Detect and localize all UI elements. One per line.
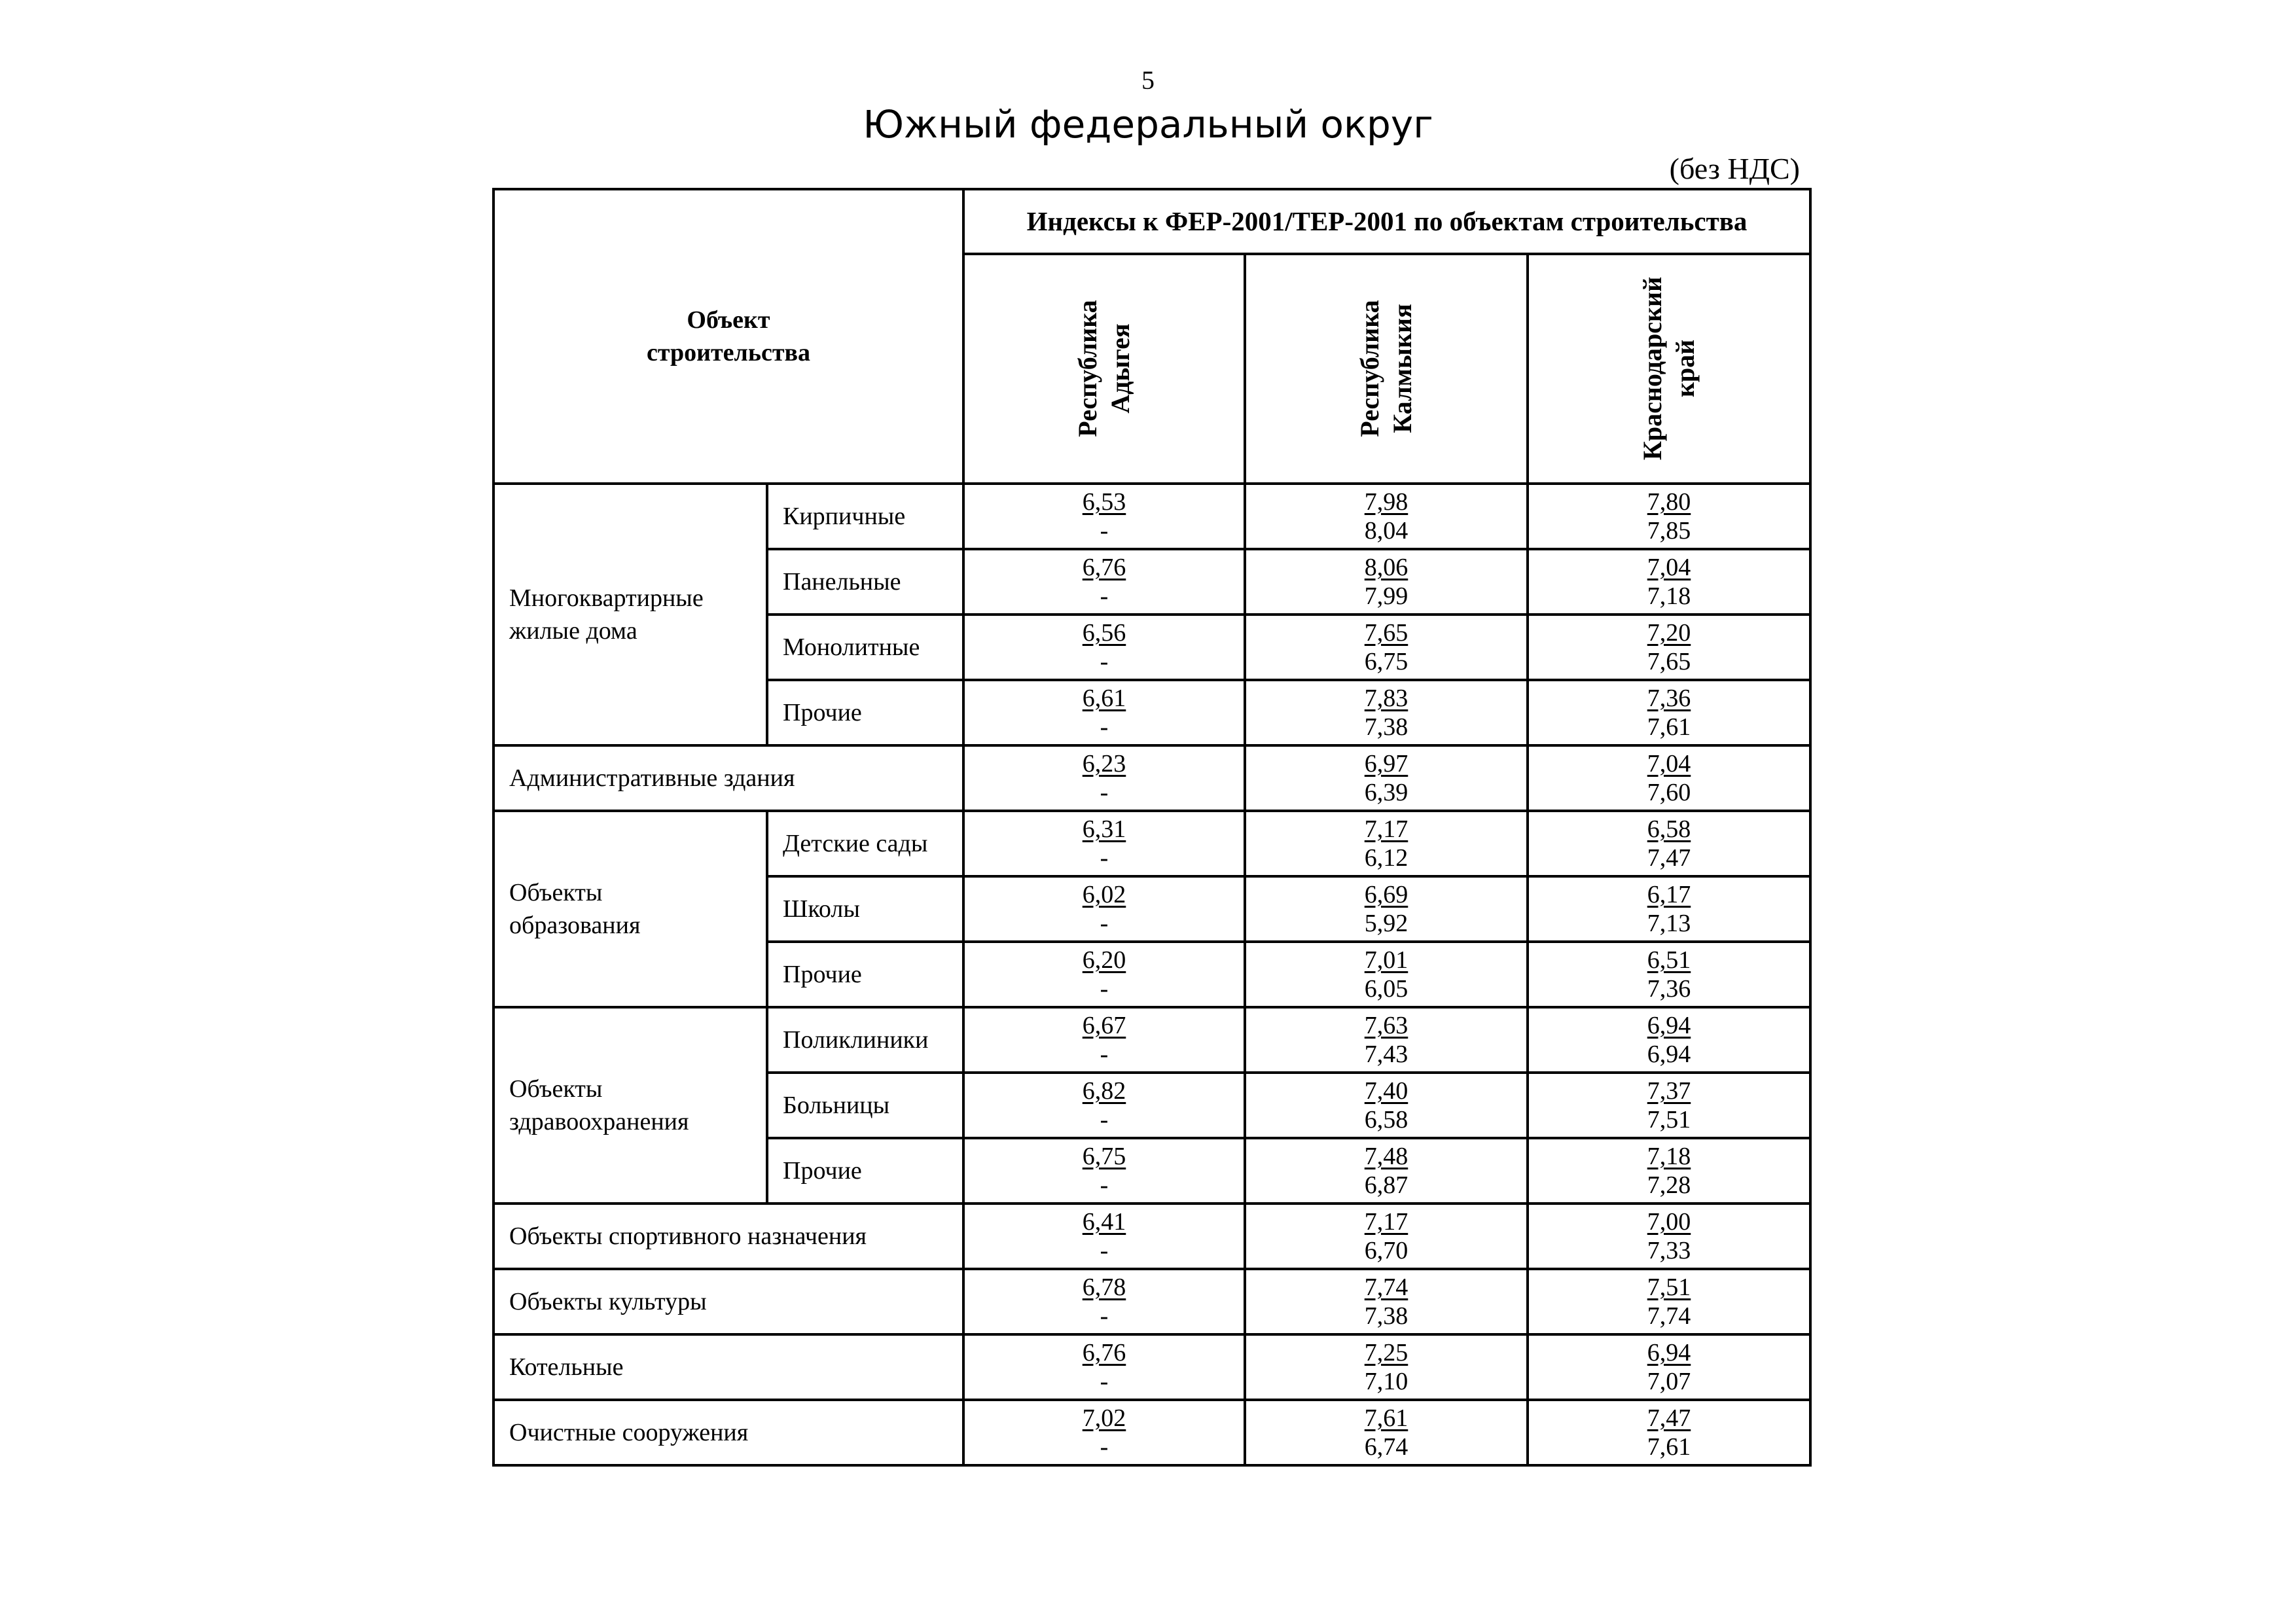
- index-value-cell: [1528, 942, 1810, 1007]
- index-table: [492, 188, 1812, 1467]
- header-region-kalmykia: [1245, 254, 1528, 484]
- index-value-bottom: 5,92: [1364, 910, 1408, 937]
- index-value-cell: [1528, 484, 1810, 549]
- index-value-cell: [1245, 1334, 1528, 1400]
- index-value-bottom: -: [1100, 975, 1109, 1003]
- header-region-krasnodar: [1528, 254, 1810, 484]
- category-cell: [493, 484, 767, 745]
- index-value-cell: [1528, 811, 1810, 876]
- index-value-bottom: 7,74: [1647, 1302, 1691, 1330]
- index-value-bottom: 6,94: [1647, 1041, 1691, 1068]
- index-value-top: 7,47: [1647, 1404, 1691, 1432]
- region-line1: Республика: [1355, 300, 1384, 438]
- index-value-cell: [1245, 1400, 1528, 1465]
- index-value-bottom: 7,60: [1647, 779, 1691, 806]
- vat-note: (без НДС): [1669, 152, 1800, 185]
- index-value-cell: [1245, 811, 1528, 876]
- category-line1: Очистные сооружения: [509, 1419, 749, 1446]
- index-value-top: 7,65: [1364, 619, 1408, 647]
- index-value-bottom: -: [1100, 1433, 1109, 1461]
- index-value-bottom: 7,38: [1364, 713, 1408, 741]
- index-value-cell: [963, 1007, 1245, 1073]
- index-value-bottom: 6,05: [1364, 975, 1408, 1003]
- subcategory-cell: Детские сады: [767, 811, 963, 876]
- index-value-bottom: 6,39: [1364, 779, 1408, 806]
- table-row: [493, 1007, 1810, 1073]
- category-cell: [493, 1334, 963, 1400]
- index-value-top: 7,04: [1647, 750, 1691, 777]
- category-line1: Котельные: [509, 1353, 624, 1381]
- table-body: [493, 484, 1810, 1465]
- index-value-bottom: 7,43: [1364, 1041, 1408, 1068]
- index-value-bottom: 7,61: [1647, 1433, 1691, 1461]
- index-value-top: 6,02: [1082, 881, 1126, 908]
- index-value-cell: [963, 811, 1245, 876]
- header-index-group: Индексы к ФЕР-2001/ТЕР-2001 по объектам строительства: [963, 189, 1810, 254]
- index-value-bottom: 7,18: [1647, 582, 1691, 610]
- index-value-bottom: 7,13: [1647, 910, 1691, 937]
- index-value-top: 7,83: [1364, 685, 1408, 712]
- index-value-cell: [1245, 1007, 1528, 1073]
- index-value-top: 6,23: [1082, 750, 1126, 777]
- category-cell: [493, 745, 963, 811]
- index-value-top: 7,63: [1364, 1012, 1408, 1039]
- header-object: [493, 189, 963, 484]
- index-value-cell: [1528, 1334, 1810, 1400]
- category-line1: Объекты спортивного назначения: [509, 1222, 867, 1250]
- index-value-top: 6,17: [1647, 881, 1691, 908]
- index-value-bottom: 7,33: [1647, 1237, 1691, 1264]
- category-cell: [493, 1400, 963, 1465]
- index-value-top: 6,78: [1082, 1274, 1126, 1301]
- category-line1: Объекты: [509, 879, 603, 906]
- index-value-top: 7,18: [1647, 1143, 1691, 1170]
- index-value-top: 6,94: [1647, 1012, 1691, 1039]
- index-value-cell: [963, 1138, 1245, 1204]
- index-value-bottom: 7,65: [1647, 648, 1691, 675]
- index-value-top: 6,20: [1082, 946, 1126, 974]
- index-value-top: 6,94: [1647, 1339, 1691, 1366]
- index-value-top: 7,02: [1082, 1404, 1126, 1432]
- index-value-cell: [1245, 680, 1528, 745]
- index-value-top: 6,41: [1082, 1208, 1126, 1236]
- table-row: [493, 1204, 1810, 1269]
- index-value-bottom: -: [1100, 844, 1109, 872]
- index-value-cell: [963, 745, 1245, 811]
- subcategory-cell: Прочие: [767, 1138, 963, 1204]
- index-value-bottom: -: [1100, 1171, 1109, 1199]
- index-value-cell: [1528, 680, 1810, 745]
- index-value-cell: [1528, 1073, 1810, 1138]
- index-value-top: 7,40: [1364, 1077, 1408, 1105]
- region-line2: край: [1670, 340, 1700, 398]
- index-value-top: 7,36: [1647, 685, 1691, 712]
- index-value-top: 6,76: [1082, 554, 1126, 581]
- index-value-cell: [1245, 1269, 1528, 1334]
- index-value-bottom: -: [1100, 779, 1109, 806]
- index-value-bottom: 7,07: [1647, 1368, 1691, 1395]
- table-row: [493, 745, 1810, 811]
- index-value-top: 6,31: [1082, 815, 1126, 843]
- index-value-top: 6,97: [1364, 750, 1408, 777]
- index-value-cell: [1245, 942, 1528, 1007]
- index-value-top: 6,56: [1082, 619, 1126, 647]
- index-value-top: 7,51: [1647, 1274, 1691, 1301]
- index-value-cell: [963, 942, 1245, 1007]
- index-value-cell: [1528, 1400, 1810, 1465]
- index-value-bottom: 6,75: [1364, 648, 1408, 675]
- subcategory-cell: Поликлиники: [767, 1007, 963, 1073]
- subcategory-cell: Прочие: [767, 680, 963, 745]
- index-value-top: 6,76: [1082, 1339, 1126, 1366]
- index-value-bottom: 6,12: [1364, 844, 1408, 872]
- index-value-bottom: -: [1100, 713, 1109, 741]
- index-value-bottom: -: [1100, 910, 1109, 937]
- index-value-top: 7,48: [1364, 1143, 1408, 1170]
- index-value-top: 6,61: [1082, 685, 1126, 712]
- table-row: [493, 1269, 1810, 1334]
- index-value-bottom: 6,70: [1364, 1237, 1408, 1264]
- subcategory-cell: Панельные: [767, 549, 963, 615]
- index-value-top: 6,53: [1082, 488, 1126, 516]
- index-value-bottom: -: [1100, 582, 1109, 610]
- index-value-bottom: 7,99: [1364, 582, 1408, 610]
- index-value-bottom: 7,85: [1647, 517, 1691, 544]
- index-value-bottom: -: [1100, 648, 1109, 675]
- table-row: [493, 1334, 1810, 1400]
- index-value-bottom: -: [1100, 1302, 1109, 1330]
- subcategory-cell: Больницы: [767, 1073, 963, 1138]
- index-value-bottom: 6,87: [1364, 1171, 1408, 1199]
- table-row: [493, 484, 1810, 549]
- region-line2: Адыгея: [1105, 323, 1135, 414]
- index-value-top: 7,37: [1647, 1077, 1691, 1105]
- index-value-cell: [963, 1334, 1245, 1400]
- index-value-cell: [1245, 745, 1528, 811]
- index-value-top: 7,61: [1364, 1404, 1408, 1432]
- index-value-bottom: 7,36: [1647, 975, 1691, 1003]
- index-value-bottom: 7,47: [1647, 844, 1691, 872]
- category-cell: [493, 811, 767, 1007]
- header-object-line1: Объект: [687, 306, 770, 334]
- category-cell: [493, 1204, 963, 1269]
- subcategory-cell: Кирпичные: [767, 484, 963, 549]
- index-value-cell: [1528, 745, 1810, 811]
- index-value-cell: [1245, 549, 1528, 615]
- index-value-cell: [963, 549, 1245, 615]
- table-header: [493, 189, 1810, 484]
- category-line2: здравоохранения: [509, 1108, 689, 1135]
- index-value-cell: [1245, 1204, 1528, 1269]
- index-value-cell: [1245, 876, 1528, 942]
- index-value-top: 7,04: [1647, 554, 1691, 581]
- header-region-adygea: [963, 254, 1245, 484]
- index-value-top: 7,98: [1364, 488, 1408, 516]
- index-value-cell: [1528, 615, 1810, 680]
- table-row: [493, 1400, 1810, 1465]
- index-value-top: 6,69: [1364, 881, 1408, 908]
- index-value-top: 8,06: [1364, 554, 1408, 581]
- index-value-bottom: 6,58: [1364, 1106, 1408, 1133]
- subcategory-cell: Прочие: [767, 942, 963, 1007]
- subcategory-cell: Школы: [767, 876, 963, 942]
- index-value-bottom: 8,04: [1364, 517, 1408, 544]
- index-value-bottom: -: [1100, 1106, 1109, 1133]
- page-number: 5: [1141, 65, 1155, 95]
- index-value-top: 6,58: [1647, 815, 1691, 843]
- category-line2: жилые дома: [509, 617, 637, 645]
- index-value-cell: [1245, 1073, 1528, 1138]
- index-value-cell: [963, 876, 1245, 942]
- index-value-top: 7,17: [1364, 1208, 1408, 1236]
- index-value-bottom: 6,74: [1364, 1433, 1408, 1461]
- index-value-bottom: 7,51: [1647, 1106, 1691, 1133]
- index-value-cell: [1528, 876, 1810, 942]
- index-value-cell: [1245, 615, 1528, 680]
- index-value-top: 6,82: [1082, 1077, 1126, 1105]
- region-line1: Краснодарский: [1638, 277, 1667, 461]
- index-value-bottom: -: [1100, 1041, 1109, 1068]
- index-value-cell: [1528, 1138, 1810, 1204]
- category-line1: Многоквартирные: [509, 584, 704, 612]
- index-value-cell: [1528, 549, 1810, 615]
- index-value-top: 7,01: [1364, 946, 1408, 974]
- index-value-top: 7,25: [1364, 1339, 1408, 1366]
- index-value-cell: [963, 1400, 1245, 1465]
- index-value-cell: [963, 484, 1245, 549]
- index-value-cell: [1528, 1007, 1810, 1073]
- category-line2: образования: [509, 912, 641, 939]
- subcategory-cell: Монолитные: [767, 615, 963, 680]
- index-value-cell: [963, 1204, 1245, 1269]
- index-value-cell: [963, 615, 1245, 680]
- index-value-top: 7,74: [1364, 1274, 1408, 1301]
- index-value-bottom: 7,61: [1647, 713, 1691, 741]
- table-row: [493, 811, 1810, 876]
- index-value-bottom: 7,10: [1364, 1368, 1408, 1395]
- index-value-cell: [963, 1073, 1245, 1138]
- category-line1: Объекты культуры: [509, 1288, 707, 1315]
- category-cell: [493, 1007, 767, 1204]
- index-value-bottom: -: [1100, 517, 1109, 544]
- region-line1: Республика: [1073, 300, 1102, 438]
- index-value-top: 6,51: [1647, 946, 1691, 974]
- index-value-cell: [963, 1269, 1245, 1334]
- index-value-top: 7,20: [1647, 619, 1691, 647]
- index-value-top: 7,80: [1647, 488, 1691, 516]
- index-value-top: 7,17: [1364, 815, 1408, 843]
- index-value-bottom: 7,38: [1364, 1302, 1408, 1330]
- index-value-top: 6,67: [1082, 1012, 1126, 1039]
- index-value-cell: [1528, 1269, 1810, 1334]
- index-value-bottom: -: [1100, 1237, 1109, 1264]
- index-value-cell: [1245, 484, 1528, 549]
- category-cell: [493, 1269, 963, 1334]
- index-value-bottom: 7,28: [1647, 1171, 1691, 1199]
- index-value-top: 7,00: [1647, 1208, 1691, 1236]
- index-value-top: 6,75: [1082, 1143, 1126, 1170]
- index-value-bottom: -: [1100, 1368, 1109, 1395]
- page-title: Южный федеральный округ: [863, 102, 1433, 147]
- index-value-cell: [1245, 1138, 1528, 1204]
- category-line1: Административные здания: [509, 764, 795, 792]
- region-line2: Калмыкия: [1388, 304, 1417, 434]
- header-object-line2: строительства: [646, 339, 811, 366]
- index-value-cell: [963, 680, 1245, 745]
- category-line1: Объекты: [509, 1075, 603, 1103]
- index-value-cell: [1528, 1204, 1810, 1269]
